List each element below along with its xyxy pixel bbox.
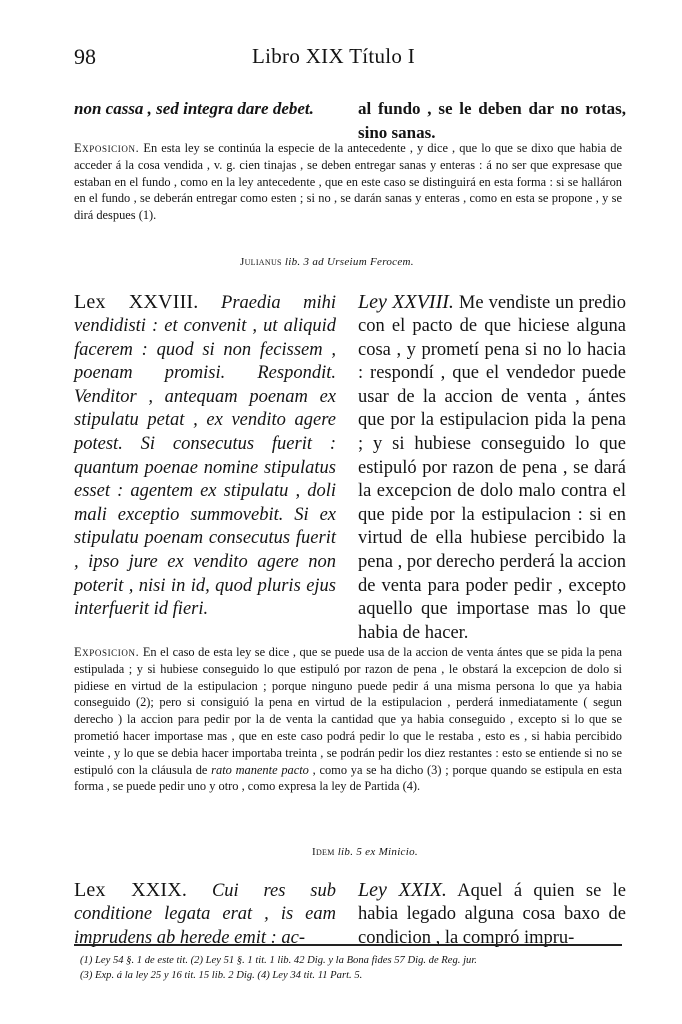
running-title: Libro XIX Título I [252,44,416,68]
exposicion-text-a: En el caso de esta ley se dice , que se puede usa de la accion de venta ántes que se pida la pena estipulada ; y si hubiese conseguido lo que estipuló por razon de pena , le obstará la excepcion de dolo si pidiese en virtud de la estipulacion ; porque ninguno puede pedir á una misma persona lo que ya habia conseguido (2); pero si consiguió la pena en virtud de la estipulacion , perderá inmediatamente ( segun derecho ) la accion para pedir por la de venta la cantidad que ya habia conseguido , excepto si lo que se prometió hacer importase mas , que en este caso podrá pedir lo que le restaba , esto es , si habia percibido veinte , y lo que se debia hacer importaba treinta , se podrán pedir los diez restantes : esto se entiende si no se estipuló con la cláusula de [74,645,622,777]
exposicion-label: Exposicion. [74,141,140,155]
lex-29-latin [74,879,336,951]
exposicion-label: Exposicion. [74,645,140,659]
source-line-2 [312,846,418,858]
page-header [74,44,634,74]
lex-28-section [74,272,626,643]
footnote-line: (1) Ley 54 §. 1 de este tit. (2) Ley 51 §. 1 tit. 1 lib. 42 Dig. y la Bona fides 57 Dig. de Reg. jur. [80,955,477,966]
exposicion-1 [74,140,622,224]
lex-29-spanish-heading: Ley XXIX. [358,878,447,901]
lex-28-latin [74,291,336,622]
exposicion-text-italic: rato manente pacto [211,762,309,777]
lex-28-spanish [358,291,626,646]
lex-29-latin-text: Cui res sub conditione legata erat , is eam imprudens ab herede emit : ac- [74,880,336,948]
exposicion-text: En esta ley se continúa la especie de la antecedente , y dice , que lo que se dixo que habia de acceder á la cosa vendida , v. g. cien tinajas , se deben entregar sanas y enteras : á no ser que expresase que estaban en el fundo , como en la ley antecedente , que en este caso se distinguirá en esta forma : si se halláron en el fundo , se deberán entregar como esten ; si no , se darán sanas y enteras , como en esta se propone , y se dirá despues (1). [74,141,622,223]
carryover-spanish: al fundo , se le deben dar no rotas, sino sanas. [358,99,626,142]
exposicion-2 [74,644,622,795]
source-author: Julianus [240,256,282,268]
lex-29-spanish-text: Aquel á quien se le habia legado alguna cosa baxo de condicion , la compró impru- [358,880,626,948]
carryover-section [74,80,626,142]
footnotes [80,953,625,983]
exposicion-text-b: , como ya se ha dicho (3) ; porque quando se estipula en esta forma , se puede pedir uno y otro , como expresa la ley de Partida (4). [74,762,622,794]
lex-29-latin-heading: Lex XXIX. [74,878,188,901]
source-line-1 [240,256,414,268]
page-number: 98 [74,44,96,69]
lex-29-section [74,860,626,948]
source-ref: lib. 3 ad Urseium Ferocem. [284,256,414,268]
source-ref: lib. 5 ex Minicio. [337,846,418,858]
lex-28-latin-text: Praedia mihi vendidisti : et convenit , ut aliquid facerem : quod si non fecissem , poenam promisi. Respondit. Venditor , antequam poenam ex stipulatu petat , ex vendito agere potest. Si consecutus fuerit : quantum poenae nomine stipulatus esset : agentem ex stipulatu , doli mali exceptio summovebit. Si ex stipulatu poenam consecutus fuerit , ipso jure ex vendito agere non poterit , nisi in id, quod pluris ejus interfuerit id fieri. [74,292,337,620]
footnote-line: (3) Exp. á la ley 25 y 16 tit. 15 lib. 2 Dig. (4) Ley 34 tit. 11 Part. 5. [80,970,363,981]
lex-28-latin-heading: Lex XXVIII. [74,290,199,313]
lex-28-spanish-heading: Ley XXVIII. [358,290,454,313]
lex-28-spanish-text: Me vendiste un predio con el pacto de que hiciese alguna cosa , y prometí pena si no lo hacia : respondí , que el vendedor puede usar de la accion de venta , ántes que por la estipulacion pida la pena ; y si hubiese conseguido lo que estipuló por razon de pena , se dará la excepcion de dolo malo contra el que pide por la estipulacion : si en virtud de ella hubiese percibido la pena , por derecho perderá la accion de venta para poder pedir , excepto aquello que importase mas lo que habia de hacer. [358,292,626,643]
lex-29-spanish [358,879,626,951]
carryover-latin: non cassa , sed integra dare debet. [74,99,314,118]
source-author: Idem [312,846,335,858]
footnote-rule [74,944,622,946]
